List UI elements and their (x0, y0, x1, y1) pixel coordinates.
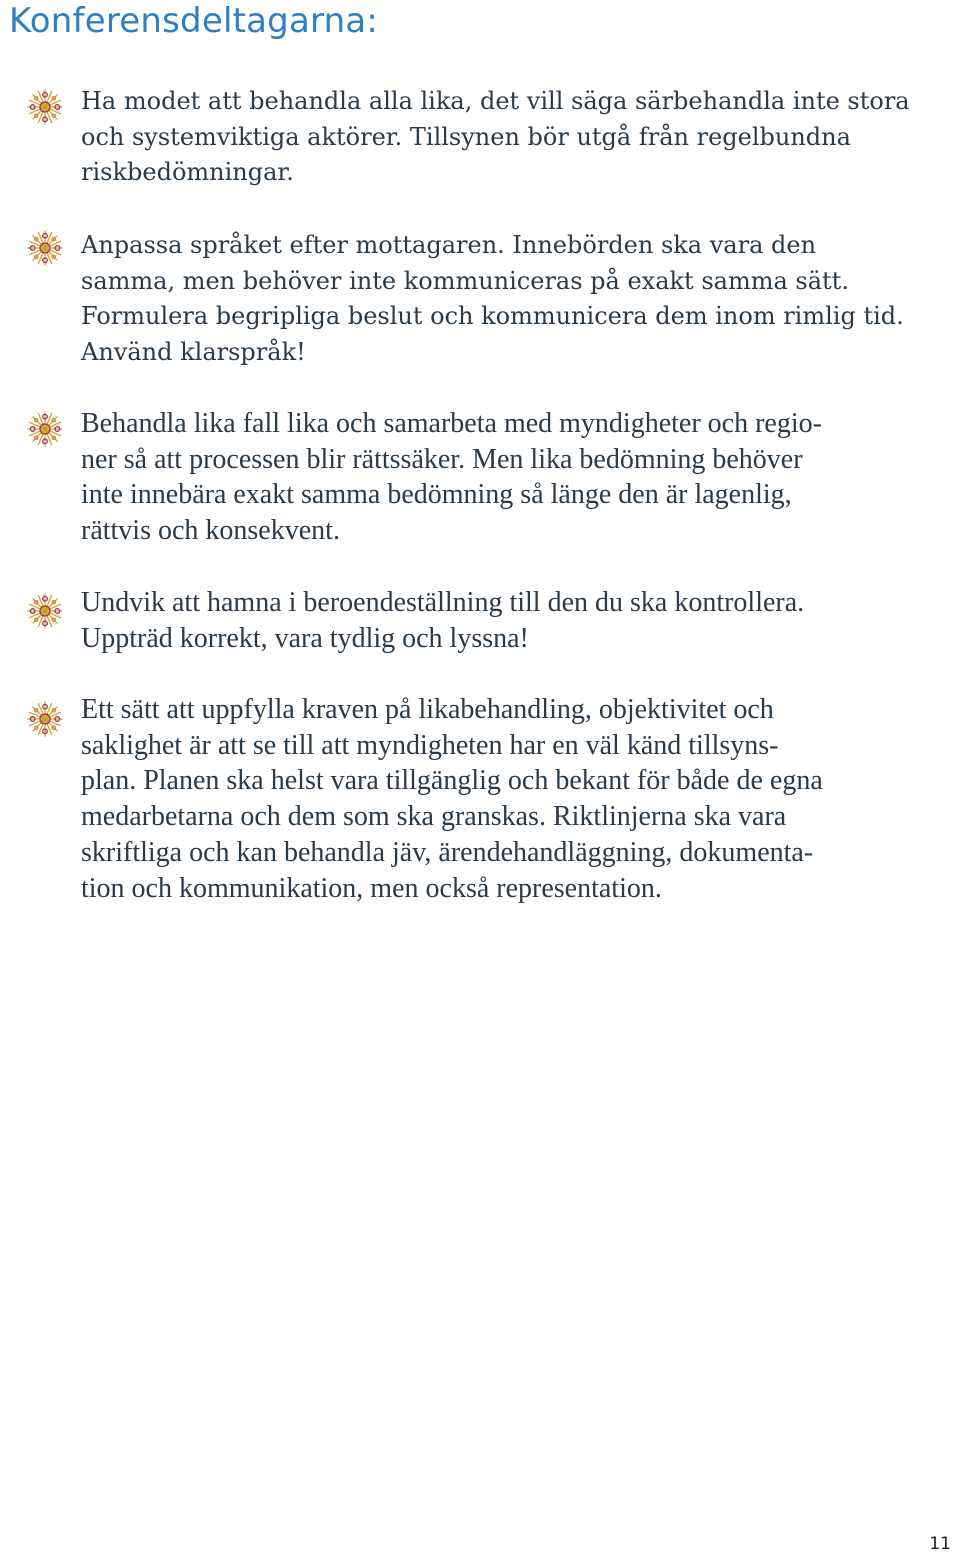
bullet-text: Ha modet att behandla alla lika, det vill säga särbehandla inte stora och systemviktiga aktörer. Tillsynen bör utgå från regelbundna riskbedömningar. (81, 87, 910, 187)
starburst-bullet-icon (26, 88, 64, 126)
starburst-bullet-icon (26, 410, 64, 448)
starburst-bullet-icon (26, 592, 64, 630)
bullet-text: Anpassa språket efter mottagaren. Innebörden ska vara den samma, men behöver inte kommuniceras på exakt samma sätt. Formulera begripliga beslut och kommunicera dem inom rimlig tid. Använd klarspråk! (81, 231, 904, 367)
bullet-text: Ett sätt att uppfylla kraven på likabehandling, objektivitet och saklighet är att se till att myndigheten har en väl känd tillsyns- plan. Planen ska helst vara tillgänglig och bekant för både de egna medarbetarna och dem som ska granskas. Riktlinjerna ska vara skriftliga och kan behandla jäv, ärendehandläggning, dokumenta- tion och kommunikation, men också representation. (81, 694, 823, 904)
bullet-text: Undvik att hamna i beroendeställning till den du ska kontrollera. Uppträd korrekt, vara tydlig och lyssna! (81, 587, 805, 654)
page-title: Konferensdeltagarna: (9, 1, 379, 41)
page-number: 11 (929, 1534, 951, 1554)
starburst-bullet-icon (26, 700, 64, 738)
bullet-text: Behandla lika fall lika och samarbeta med myndigheter och regio- ner så att processen blir rättssäker. Men lika bedömning behöver inte innebära exakt samma bedömning så länge den är lagenlig, rättvis och konsekvent. (81, 408, 822, 547)
starburst-bullet-icon (26, 229, 64, 267)
